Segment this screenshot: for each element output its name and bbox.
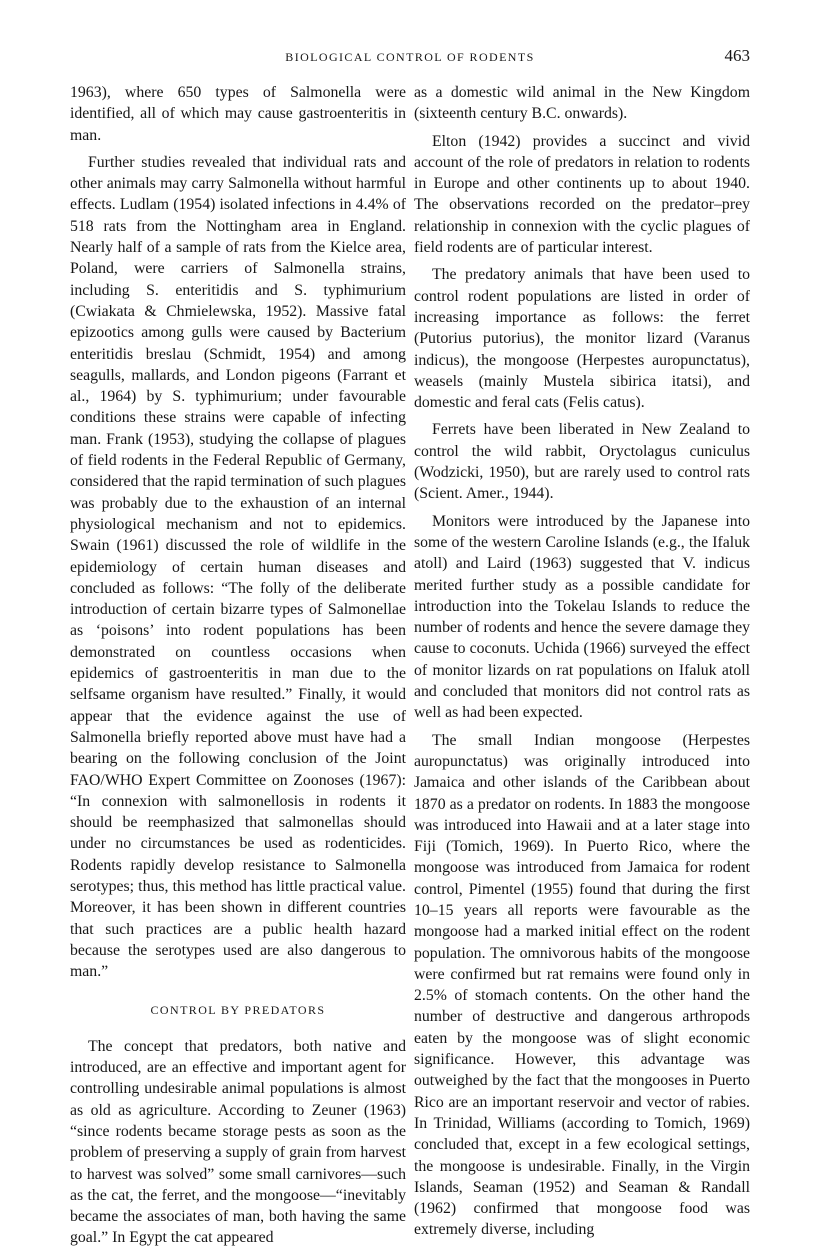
paragraph: Ferrets have been liberated in New Zealand to control the wild rabbit, Oryctolagus cuniculus (Wodzicki, 1950), but are rarely used to control rats (Scient. Amer., 1944). [414,421,750,503]
running-title: BIOLOGICAL CONTROL OF RODENTS [285,50,535,64]
section-heading: CONTROL BY PREDATORS [150,1003,326,1018]
paragraph: The concept that predators, both native and introduced, are an effective and important agent for controlling undesirable animal populations is almost as old as agriculture. According to Zeuner (1963) “since rodents became storage pests as soon as the problem of preserving a supply of grain from harvest to harvest was solved” some small carnivores—such as the cat, the ferret, and the mongoose—“inevitably became the associates of man, both having the same goal.” In Egypt the cat appeared [70,1037,406,1247]
paragraph: 1963), where 650 types of Salmonella were identified, all of which may cause gastroenteritis in man. [70,84,406,144]
right-column [414,82,750,1247]
page-number: 463 [724,46,750,65]
paragraph: as a domestic wild animal in the New Kingdom (sixteenth century B.C. onwards). [414,84,750,123]
paragraph: Further studies revealed that individual rats and other animals may carry Salmonella without harmful effects. Ludlam (1954) isolated infections in 4.4% of 518 rats from the Nottingham area in England. Nearly half of a sample of rats from the Kielce area, Poland, were carriers of Salmonella strains, including S. enteritidis and S. typhimurium (Cwiakata & Chmielewska, 1952). Massive fatal epizootics among gulls were caused by Bacterium enteritidis breslau (Schmidt, 1954) and among seagulls, mallards, and London pigeons (Farrant et al., 1964) by S. typhimurium; under favourable conditions these strains were capable of infecting man. Frank (1953), studying the collapse of plagues of field rodents in the Federal Republic of Germany, considered that the rapid termination of such plagues was probably due to the exhaustion of an internal physiological mechanism and not to epidemics. Swain (1961) discussed the role of wildlife in the epidemiology of certain human diseases and concluded as follows: “The folly of the deliberate introduction of certain bizarre types of Salmonellae as ‘poisons’ into rodent populations has been demonstrated on countless occasions when epidemics of gastroenteritis in man due to the selfsame organism have resulted.” Finally, it would appear that the evidence against the use of Salmonella briefly reported above must have had a bearing on the following conclusion of the Joint FAO/WHO Expert Committee on Zoonoses (1967): “In connexion with salmonellosis in rodents it should be reemphasized that salmonellas should under no circumstances be used as rodenticides. Rodents rapidly develop resistance to Salmonella serotypes; thus, this method has little practical value. Moreover, it has been shown in different countries that such practices are a public health hazard because the serotypes used are also dangerous to man.” [70,153,406,981]
paragraph: The predatory animals that have been used to control rodent populations are listed in order of increasing importance as follows: the ferret (Putorius putorius), the monitor lizard (Varanus indicus), the mongoose (Herpestes auropunctatus), weasels (mainly Mustela sibirica itatsi), and domestic and feral cats (Felis catus). [414,266,750,412]
page-header [70,46,750,70]
paragraph: The small Indian mongoose (Herpestes auropunctatus) was originally introduced into Jamaica and other islands of the Caribbean about 1870 as a predator on rodents. In 1883 the mongoose was introduced into Hawaii and at a later stage into Fiji (Tomich, 1969). In Puerto Rico, where the mongoose was introduced from Jamaica for rodent control, Pimentel (1955) found that during the first 10–15 years all reports were favourable as the mongoose had a marked initial effect on the rodent population. The omnivorous habits of the mongoose were confirmed but rat remains were found only in 2.5% of stomach contents. On the other hand the number of destructive and dangerous arthropods eaten by the mongoose was of slight economic significance. However, this advantage was outweighed by the fact that the mongooses in Puerto Rico are an important reservoir and vector of rabies. In Trinidad, Williams (according to Tomich, 1969) concluded that, except in a few ecological settings, the mongoose is undesirable. Finally, in the Virgin Islands, Seaman (1952) and Seaman & Randall (1962) confirmed that mongoose food was extremely diverse, including [414,731,750,1239]
paragraph: Elton (1942) provides a succinct and vivid account of the role of predators in relation to rodents in Europe and other continents up to about 1940. The observations recorded on the predator–prey relationship in connexion with the cyclic plagues of field rodents are of particular interest. [414,132,750,257]
paragraph: Monitors were introduced by the Japanese into some of the western Caroline Islands (e.g., the Ifaluk atoll) and Laird (1963) suggested that V. indicus merited further study as a possible candidate for introduction into the Tokelau Islands to reduce the number of rodents and hence the severe damage they cause to coconuts. Uchida (1966) surveyed the effect of monitor lizards on rat populations on Ifaluk atoll and concluded that monitors did not control rats as well as had been expected. [414,512,750,722]
left-column [70,82,406,1255]
